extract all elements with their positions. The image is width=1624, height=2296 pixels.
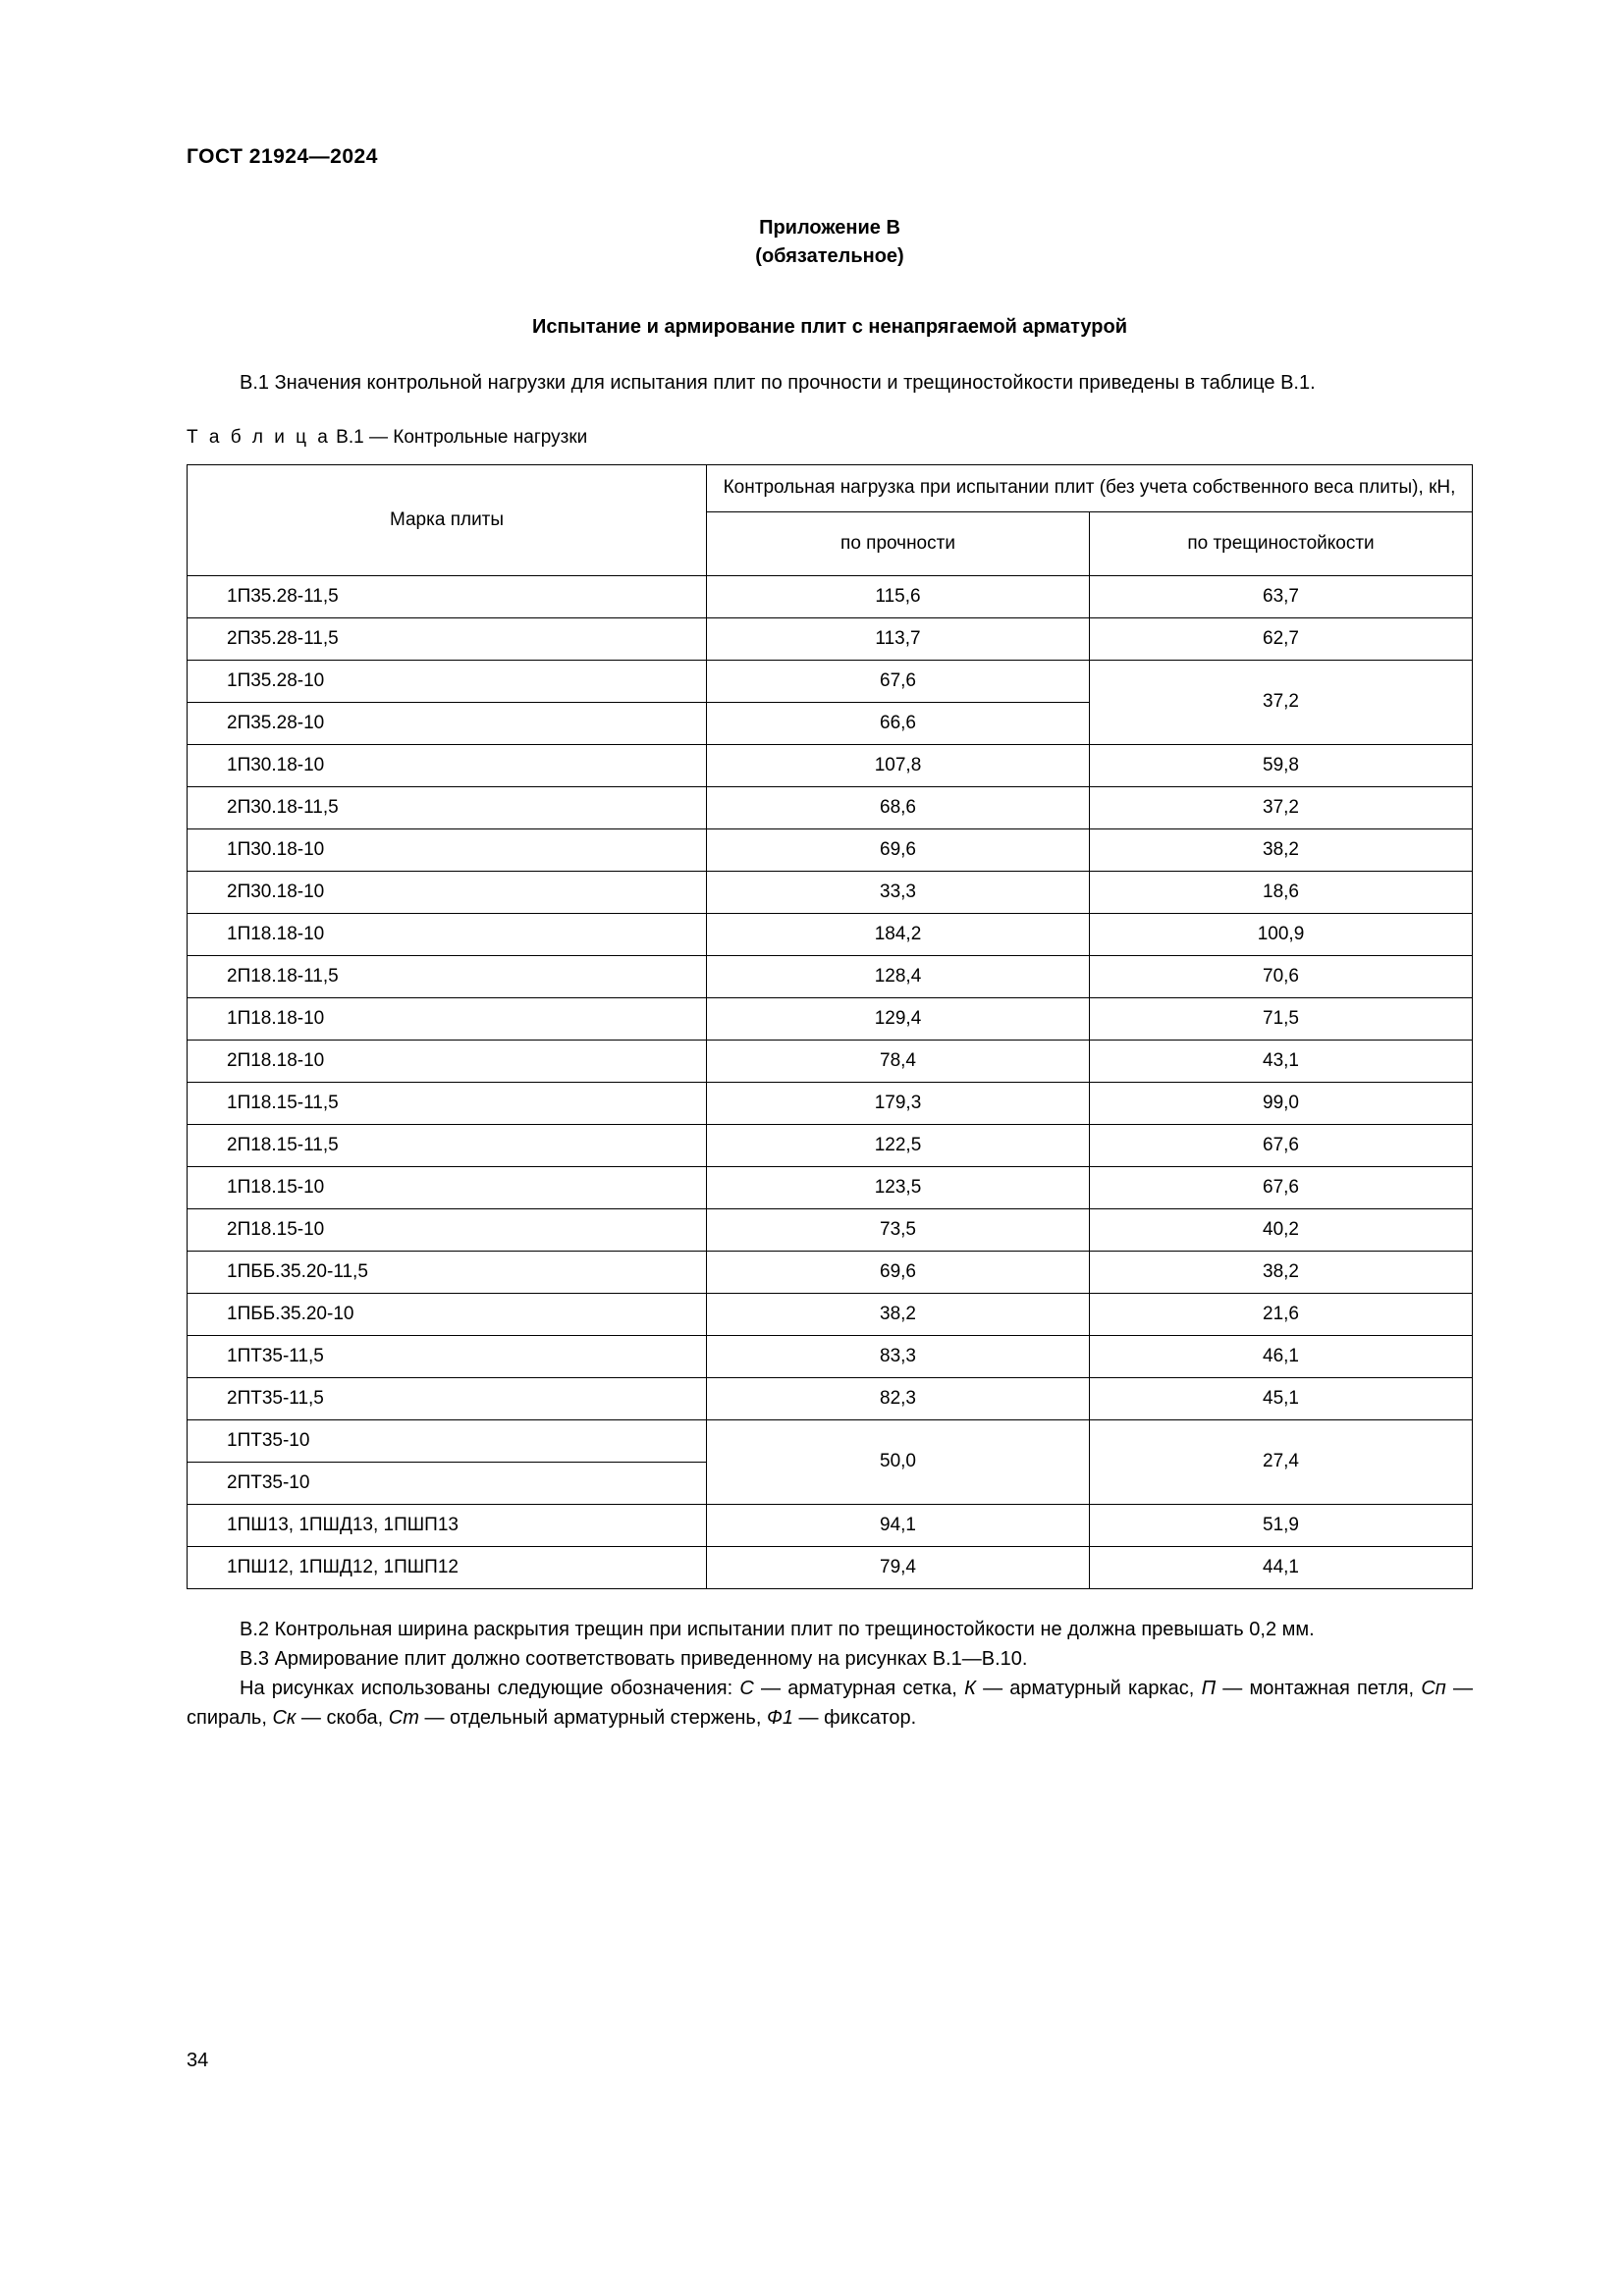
symbol-st-text: — отдельный арматурный стержень, [418, 1706, 767, 1729]
table-head-row-1 [188, 465, 1473, 512]
symbol-p: П [1201, 1677, 1217, 1699]
symbol-sp-text: — спираль, [187, 1677, 1473, 1729]
cell-brand: 2П18.15-11,5 [188, 1124, 707, 1166]
cell-brand: 2П18.18-11,5 [188, 955, 707, 997]
table-row [188, 1377, 1473, 1419]
symbol-c-text: — арматурная сетка, [753, 1677, 965, 1699]
cell-strength: 107,8 [707, 744, 1090, 786]
cell-strength: 94,1 [707, 1504, 1090, 1546]
cell-strength: 184,2 [707, 913, 1090, 955]
column-header-crack: по трещиностойкости [1090, 511, 1473, 575]
cell-crack: 67,6 [1090, 1166, 1473, 1208]
table-row [188, 744, 1473, 786]
cell-crack: 71,5 [1090, 997, 1473, 1040]
cell-strength: 33,3 [707, 871, 1090, 913]
cell-brand: 1П30.18-10 [188, 828, 707, 871]
cell-strength: 73,5 [707, 1208, 1090, 1251]
cell-crack: 44,1 [1090, 1546, 1473, 1588]
cell-crack: 21,6 [1090, 1293, 1473, 1335]
paragraph-b4-prefix: На рисунках использованы следующие обозначения: [240, 1677, 740, 1699]
cell-crack: 99,0 [1090, 1082, 1473, 1124]
cell-crack: 37,2 [1090, 786, 1473, 828]
cell-crack: 63,7 [1090, 575, 1473, 617]
table-row [188, 1419, 1473, 1462]
cell-brand: 1ПББ.35.20-11,5 [188, 1251, 707, 1293]
table-row [188, 1082, 1473, 1124]
table-row [188, 1124, 1473, 1166]
cell-strength: 67,6 [707, 660, 1090, 702]
cell-crack: 59,8 [1090, 744, 1473, 786]
table-caption-rest: В.1 — Контрольные нагрузки [336, 427, 588, 448]
table-row [188, 660, 1473, 702]
cell-strength: 66,6 [707, 702, 1090, 744]
cell-crack: 67,6 [1090, 1124, 1473, 1166]
table-row [188, 871, 1473, 913]
cell-crack: 38,2 [1090, 1251, 1473, 1293]
cell-brand: 2П35.28-10 [188, 702, 707, 744]
symbol-p-text: — монтажная петля, [1216, 1677, 1422, 1699]
table-row [188, 1040, 1473, 1082]
table-row [188, 1504, 1473, 1546]
paragraph-b4 [187, 1674, 1473, 1733]
annex-subtitle: Испытание и армирование плит с ненапрягаемой арматурой [531, 316, 1128, 338]
cell-brand: 2П30.18-11,5 [188, 786, 707, 828]
table-head [188, 465, 1473, 576]
cell-strength: 179,3 [707, 1082, 1090, 1124]
annex-title-line2: (обязательное) [755, 245, 904, 267]
cell-brand: 2П18.15-10 [188, 1208, 707, 1251]
after-table-text [187, 1615, 1473, 1733]
symbol-k-text: — арматурный каркас, [975, 1677, 1202, 1699]
paragraph-b1 [187, 368, 1473, 398]
cell-strength: 79,4 [707, 1546, 1090, 1588]
table-row [188, 617, 1473, 660]
cell-crack: 51,9 [1090, 1504, 1473, 1546]
annex-title-line1: Приложение В [759, 217, 900, 239]
cell-crack: 18,6 [1090, 871, 1473, 913]
cell-strength: 68,6 [707, 786, 1090, 828]
table-body [188, 575, 1473, 1588]
symbol-st: Ст [388, 1706, 419, 1729]
cell-crack: 40,2 [1090, 1208, 1473, 1251]
cell-brand: 2ПТ35-11,5 [188, 1377, 707, 1419]
cell-strength: 78,4 [707, 1040, 1090, 1082]
paragraph-b1-text: В.1 Значения контрольной нагрузки для испытания плит по прочности и трещиностойкости приведены в таблице В.1. [240, 372, 1316, 394]
cell-crack: 45,1 [1090, 1377, 1473, 1419]
symbol-c: С [739, 1677, 754, 1699]
table-row [188, 1293, 1473, 1335]
standard-header: ГОСТ 21924—2024 [187, 145, 378, 168]
column-header-load: Контрольная нагрузка при испытании плит (без учета собственного веса плиты), кН, [707, 465, 1473, 512]
cell-brand: 2П35.28-11,5 [188, 617, 707, 660]
cell-crack: 43,1 [1090, 1040, 1473, 1082]
cell-crack: 27,4 [1090, 1419, 1473, 1504]
cell-brand: 1П35.28-10 [188, 660, 707, 702]
cell-brand: 2П18.18-10 [188, 1040, 707, 1082]
paragraph-b2 [187, 1615, 1473, 1644]
table-row [188, 1208, 1473, 1251]
cell-brand: 1П18.15-10 [188, 1166, 707, 1208]
annex-title [187, 214, 1473, 271]
table-row [188, 786, 1473, 828]
cell-crack: 62,7 [1090, 617, 1473, 660]
cell-brand: 1П30.18-10 [188, 744, 707, 786]
cell-strength: 82,3 [707, 1377, 1090, 1419]
control-loads-table [187, 464, 1473, 1589]
cell-strength: 38,2 [707, 1293, 1090, 1335]
cell-strength: 115,6 [707, 575, 1090, 617]
annex-content [187, 214, 1473, 1733]
table-row [188, 1166, 1473, 1208]
symbol-k: К [964, 1677, 976, 1699]
cell-strength: 122,5 [707, 1124, 1090, 1166]
cell-crack: 70,6 [1090, 955, 1473, 997]
cell-brand: 2П30.18-10 [188, 871, 707, 913]
symbol-sk-text: — скоба, [296, 1706, 389, 1729]
symbol-sk: Ск [272, 1706, 297, 1729]
table-row [188, 1251, 1473, 1293]
cell-brand: 1П18.15-11,5 [188, 1082, 707, 1124]
cell-strength: 83,3 [707, 1335, 1090, 1377]
cell-brand: 1ПТ35-10 [188, 1419, 707, 1462]
cell-strength: 129,4 [707, 997, 1090, 1040]
table-caption-label: Т а б л и ц а [187, 427, 331, 448]
table-row [188, 955, 1473, 997]
paragraph-b2-text: В.2 Контрольная ширина раскрытия трещин при испытании плит по трещиностойкости не должна превышать 0,2 мм. [240, 1618, 1315, 1640]
column-header-strength: по прочности [707, 511, 1090, 575]
cell-brand: 2ПТ35-10 [188, 1462, 707, 1504]
column-header-brand: Марка плиты [188, 465, 707, 576]
paragraph-b3-text: В.3 Армирование плит должно соответствовать приведенному на рисунках В.1—В.10. [240, 1647, 1028, 1670]
table-row [188, 575, 1473, 617]
cell-strength: 50,0 [707, 1419, 1090, 1504]
cell-brand: 1ПББ.35.20-10 [188, 1293, 707, 1335]
paragraph-b3 [187, 1644, 1473, 1674]
cell-brand: 1ПШ13, 1ПШД13, 1ПШП13 [188, 1504, 707, 1546]
cell-strength: 69,6 [707, 828, 1090, 871]
table-row [188, 1546, 1473, 1588]
symbol-f1: Ф1 [766, 1706, 793, 1729]
table-row [188, 913, 1473, 955]
table-row [188, 828, 1473, 871]
symbol-f1-text: — фиксатор. [792, 1706, 917, 1729]
cell-crack: 37,2 [1090, 660, 1473, 744]
cell-crack: 100,9 [1090, 913, 1473, 955]
table-row [188, 997, 1473, 1040]
cell-brand: 1П18.18-10 [188, 913, 707, 955]
page-number: 34 [187, 2050, 209, 2071]
cell-brand: 1ПШ12, 1ПШД12, 1ПШП12 [188, 1546, 707, 1588]
cell-strength: 128,4 [707, 955, 1090, 997]
cell-strength: 113,7 [707, 617, 1090, 660]
table-row [188, 1335, 1473, 1377]
cell-brand: 1ПТ35-11,5 [188, 1335, 707, 1377]
cell-brand: 1П35.28-11,5 [188, 575, 707, 617]
cell-brand: 1П18.18-10 [188, 997, 707, 1040]
cell-strength: 123,5 [707, 1166, 1090, 1208]
table-caption [187, 427, 1473, 449]
cell-crack: 38,2 [1090, 828, 1473, 871]
cell-strength: 69,6 [707, 1251, 1090, 1293]
symbol-sp: Сп [1421, 1677, 1446, 1699]
cell-crack: 46,1 [1090, 1335, 1473, 1377]
